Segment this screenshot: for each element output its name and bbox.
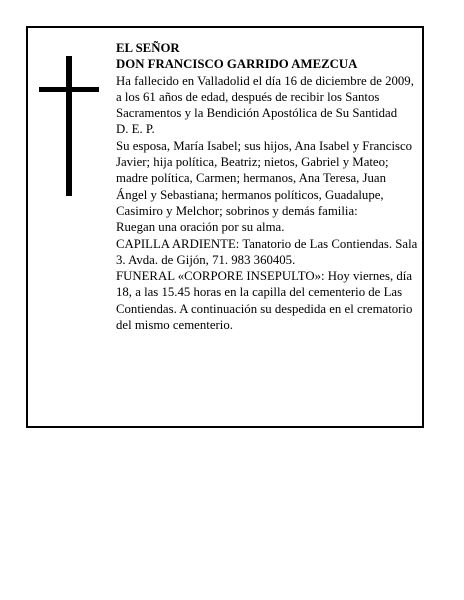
funeral-info: FUNERAL «CORPORE INSEPULTO»: Hoy viernes, día 18, a las 15.45 horas en la capilla del cementerio de Las Contiendas. A continuación su despedida en el crematorio del mismo cementerio.: [116, 269, 413, 333]
cross-vertical-bar: [66, 56, 72, 196]
notice-heading: EL SEÑOR: [116, 41, 180, 55]
deceased-name: DON FRANCISCO GARRIDO AMEZCUA: [116, 57, 358, 72]
death-announcement: Ha fallecido en Valladolid el día 16 de diciembre de 2009, a los 61 años de edad, después de recibir los Santos Sacramentos y la Bendición Apostólica de Su Santidad: [116, 73, 414, 121]
obituary-text: [116, 40, 418, 333]
family-list: Su esposa, María Isabel; sus hijos, Ana Isabel y Francisco Javier; hija política, Beatriz; nietos, Gabriel y Mateo; madre política, Carmen; hermanos, Ana Teresa, Juan Ángel y Sebastiana; hermanos políticos, Guadalupe, Casimiro y Melchor; sobrinos y demás familia:: [116, 138, 413, 218]
obituary-notice: [26, 26, 424, 428]
prayer-request: Ruegan una oración por su alma.: [116, 220, 285, 235]
chapel-info: CAPILLA ARDIENTE: Tanatorio de Las Contiendas. Sala 3. Avda. de Gijón, 71. 983 360405.: [116, 236, 418, 267]
cross-horizontal-bar: [39, 87, 99, 92]
rip-line: D. E. P.: [116, 122, 155, 137]
